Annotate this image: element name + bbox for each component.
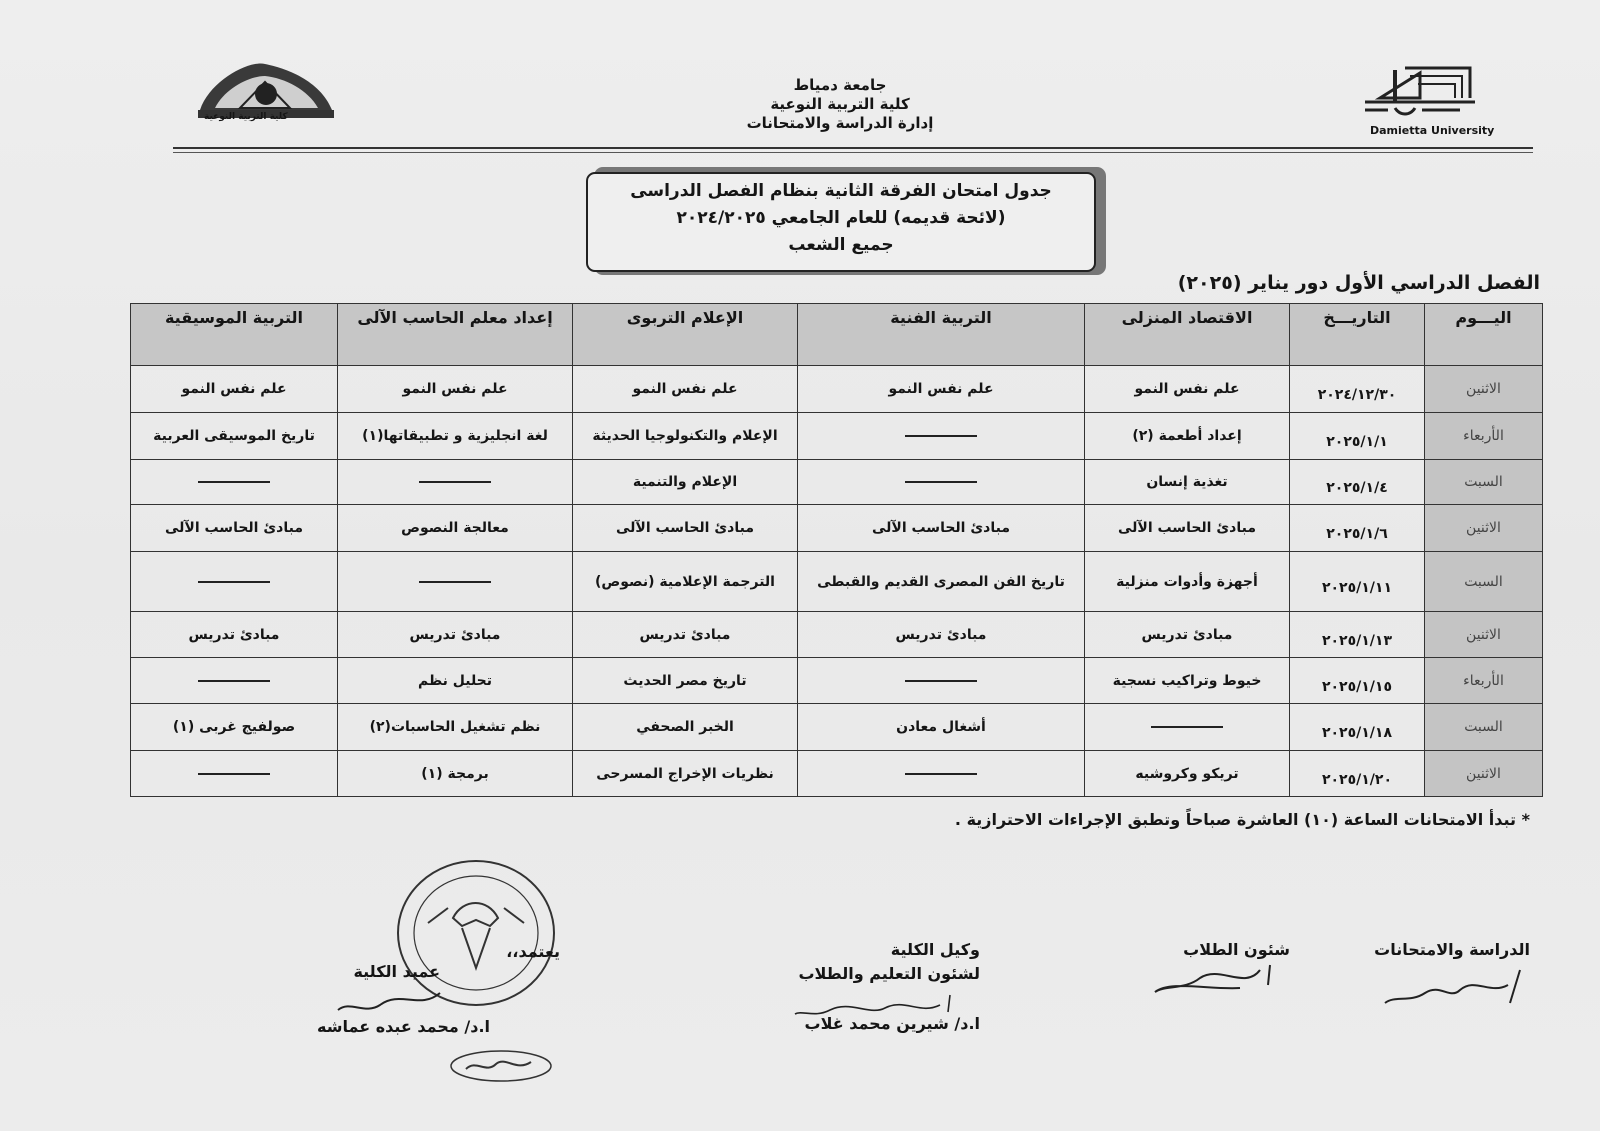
subject-cell-educational-media: نظريات الإخراج المسرحى xyxy=(573,751,798,797)
date-cell: ٢٠٢٥/١/١٣ xyxy=(1290,612,1425,658)
date-cell: ٢٠٢٥/١/١٥ xyxy=(1290,658,1425,704)
subject-cell-home-economics: خيوط وتراكيب نسجية xyxy=(1085,658,1290,704)
logo-caption: Damietta University xyxy=(1370,124,1495,137)
subject-cell-art-education: علم نفس النمو xyxy=(798,366,1085,413)
no-exam-dash xyxy=(198,680,270,682)
date-cell: ٢٠٢٥/١/٢٠ xyxy=(1290,751,1425,797)
day-cell: الاثنين xyxy=(1425,366,1543,413)
header-date: التاريـــخ xyxy=(1290,304,1425,366)
no-exam-dash xyxy=(198,581,270,583)
day-cell: الأربعاء xyxy=(1425,658,1543,704)
table-row xyxy=(131,612,1543,658)
subject-cell-computer-teacher: لغة انجليزية و تطبيقاتها(١) xyxy=(338,413,573,460)
subject-cell-educational-media: الإعلام والتنمية xyxy=(573,460,798,505)
vice-dean-title: وكيل الكلية xyxy=(890,940,980,959)
subject-cell-home-economics: مبادئ تدريس xyxy=(1085,612,1290,658)
subject-cell-computer-teacher: معالجة النصوص xyxy=(338,505,573,552)
no-exam-dash xyxy=(419,581,491,583)
subject-cell-music-education: علم نفس النمو xyxy=(131,366,338,413)
student-affairs-handwritten-signature xyxy=(1150,960,1280,1000)
subject-cell-computer-teacher: نظم تشغيل الحاسبات(٢) xyxy=(338,704,573,751)
day-cell: الاثنين xyxy=(1425,505,1543,552)
studies-signature-block xyxy=(1330,938,1530,962)
logo-caption-faculty: كلية التربية النوعية xyxy=(204,112,288,122)
exam-time-note: * تبدأ الامتحانات الساعة (١٠) العاشرة صباحاً وتطبق الإجراءات الاحترازية . xyxy=(954,810,1530,829)
faculty-logo xyxy=(190,60,340,135)
header-day: اليـــوم xyxy=(1425,304,1543,366)
header-home-economics: الاقتصاد المنزلى xyxy=(1085,304,1290,366)
header-art-education: التربية الفنية xyxy=(798,304,1085,366)
student-affairs-signature-block xyxy=(1140,938,1290,962)
subject-cell-art-education: أشغال معادن xyxy=(798,704,1085,751)
subject-cell-educational-media: الإعلام والتكنولوجيا الحديثة xyxy=(573,413,798,460)
no-exam-dash xyxy=(905,481,977,483)
table-row xyxy=(131,658,1543,704)
table-header-row xyxy=(131,304,1543,366)
title-box xyxy=(586,172,1096,272)
no-exam-dash xyxy=(198,481,270,483)
no-exam-dash xyxy=(1151,726,1223,728)
subject-cell-art-education: مبادئ تدريس xyxy=(798,612,1085,658)
handwritten-number-stamp xyxy=(446,1044,566,1084)
date-cell: ٢٠٢٥/١/١ xyxy=(1290,413,1425,460)
date-cell: ٢٠٢٥/١/١٨ xyxy=(1290,704,1425,751)
table-row xyxy=(131,751,1543,797)
approval-label: يعتمد،، xyxy=(506,942,560,961)
subject-cell-music-education: صولفيج غربى (١) xyxy=(131,704,338,751)
subject-cell-computer-teacher: علم نفس النمو xyxy=(338,366,573,413)
subject-cell-music-education: مبادئ تدريس xyxy=(131,612,338,658)
header-educational-media: الإعلام التربوى xyxy=(573,304,798,366)
subject-cell-educational-media: تاريخ مصر الحديث xyxy=(573,658,798,704)
subject-cell-home-economics: مبادئ الحاسب الآلى xyxy=(1085,505,1290,552)
header-divider-thin xyxy=(173,152,1533,153)
damietta-university-logo xyxy=(1360,58,1510,142)
no-exam-dash xyxy=(905,680,977,682)
subject-cell-educational-media: الترجمة الإعلامية (نصوص) xyxy=(573,552,798,612)
subject-cell-art-education: تاريخ الفن المصرى القديم والقبطى xyxy=(798,552,1085,612)
subject-cell-computer-teacher: مبادئ تدريس xyxy=(338,612,573,658)
subject-cell-home-economics: إعداد أطعمة (٢) xyxy=(1085,413,1290,460)
subject-cell-home-economics: أجهزة وأدوات منزلية xyxy=(1085,552,1290,612)
title-line-3: جميع الشعب xyxy=(788,235,894,255)
table-row xyxy=(131,505,1543,552)
date-cell: ٢٠٢٥/١/٦ xyxy=(1290,505,1425,552)
institution-header xyxy=(720,76,960,133)
no-exam-dash xyxy=(419,481,491,483)
no-exam-dash-cell xyxy=(131,751,338,797)
vice-dean-handwritten-signature xyxy=(790,990,960,1020)
no-exam-dash-cell xyxy=(798,751,1085,797)
no-exam-dash xyxy=(198,773,270,775)
day-cell: الاثنين xyxy=(1425,612,1543,658)
no-exam-dash-cell xyxy=(338,460,573,505)
subject-cell-art-education: مبادئ الحاسب الآلى xyxy=(798,505,1085,552)
subject-cell-educational-media: الخبر الصحفي xyxy=(573,704,798,751)
dean-name: ا.د/ محمد عبده عماشه xyxy=(317,1017,490,1036)
no-exam-dash-cell xyxy=(798,413,1085,460)
studies-handwritten-signature xyxy=(1380,965,1530,1010)
table-row xyxy=(131,413,1543,460)
no-exam-dash-cell xyxy=(131,658,338,704)
date-cell: ٢٠٢٥/١/٤ xyxy=(1290,460,1425,505)
title-line-2: (لائحة قديمه) للعام الجامعي ٢٠٢٤/٢٠٢٥ xyxy=(676,208,1006,228)
no-exam-dash xyxy=(905,435,977,437)
dean-title: عميد الكلية xyxy=(353,962,440,981)
day-cell: السبت xyxy=(1425,704,1543,751)
day-cell: السبت xyxy=(1425,460,1543,505)
header-music-education: التربية الموسيقية xyxy=(131,304,338,366)
student-affairs-title: شئون الطلاب xyxy=(1183,940,1290,959)
no-exam-dash xyxy=(905,773,977,775)
table-row xyxy=(131,552,1543,612)
day-cell: الأربعاء xyxy=(1425,413,1543,460)
subject-cell-computer-teacher: تحليل نظم xyxy=(338,658,573,704)
exam-schedule-table xyxy=(130,303,1543,797)
table-row xyxy=(131,460,1543,505)
header-computer-teacher: إعداد معلم الحاسب الآلى xyxy=(338,304,573,366)
no-exam-dash-cell xyxy=(338,552,573,612)
day-cell: السبت xyxy=(1425,552,1543,612)
table-row xyxy=(131,704,1543,751)
date-cell: ٢٠٢٥/١/١١ xyxy=(1290,552,1425,612)
university-name: جامعة دمياط xyxy=(793,76,887,94)
subject-cell-educational-media: مبادئ الحاسب الآلى xyxy=(573,505,798,552)
studies-signature-title: الدراسة والامتحانات xyxy=(1374,940,1530,959)
subject-cell-educational-media: مبادئ تدريس xyxy=(573,612,798,658)
subject-cell-music-education: مبادئ الحاسب الآلى xyxy=(131,505,338,552)
header-divider xyxy=(173,147,1533,149)
no-exam-dash-cell xyxy=(131,552,338,612)
date-cell: ٢٠٢٤/١٢/٣٠ xyxy=(1290,366,1425,413)
no-exam-dash-cell xyxy=(131,460,338,505)
vice-dean-name: ا.د/ شيرين محمد غلاب xyxy=(804,1014,980,1033)
subject-cell-home-economics: تغذية إنسان xyxy=(1085,460,1290,505)
title-line-1: جدول امتحان الفرقة الثانية بنظام الفصل الدراسى xyxy=(630,181,1052,201)
subject-cell-educational-media: علم نفس النمو xyxy=(573,366,798,413)
department-name: إدارة الدراسة والامتحانات xyxy=(746,114,934,132)
dean-signature-block xyxy=(300,960,440,984)
subject-cell-home-economics: تريكو وكروشيه xyxy=(1085,751,1290,797)
subject-cell-home-economics: علم نفس النمو xyxy=(1085,366,1290,413)
semester-label: الفصل الدراسي الأول دور يناير (٢٠٢٥) xyxy=(1177,272,1540,294)
vice-dean-subtitle: لشئون التعليم والطلاب xyxy=(798,964,980,983)
subject-cell-computer-teacher: برمجة (١) xyxy=(338,751,573,797)
faculty-name: كلية التربية النوعية xyxy=(770,95,910,113)
no-exam-dash-cell xyxy=(1085,704,1290,751)
no-exam-dash-cell xyxy=(798,460,1085,505)
no-exam-dash-cell xyxy=(798,658,1085,704)
vice-dean-signature-block xyxy=(770,938,980,1036)
day-cell: الاثنين xyxy=(1425,751,1543,797)
subject-cell-music-education: تاريخ الموسيقى العربية xyxy=(131,413,338,460)
table-row xyxy=(131,366,1543,413)
